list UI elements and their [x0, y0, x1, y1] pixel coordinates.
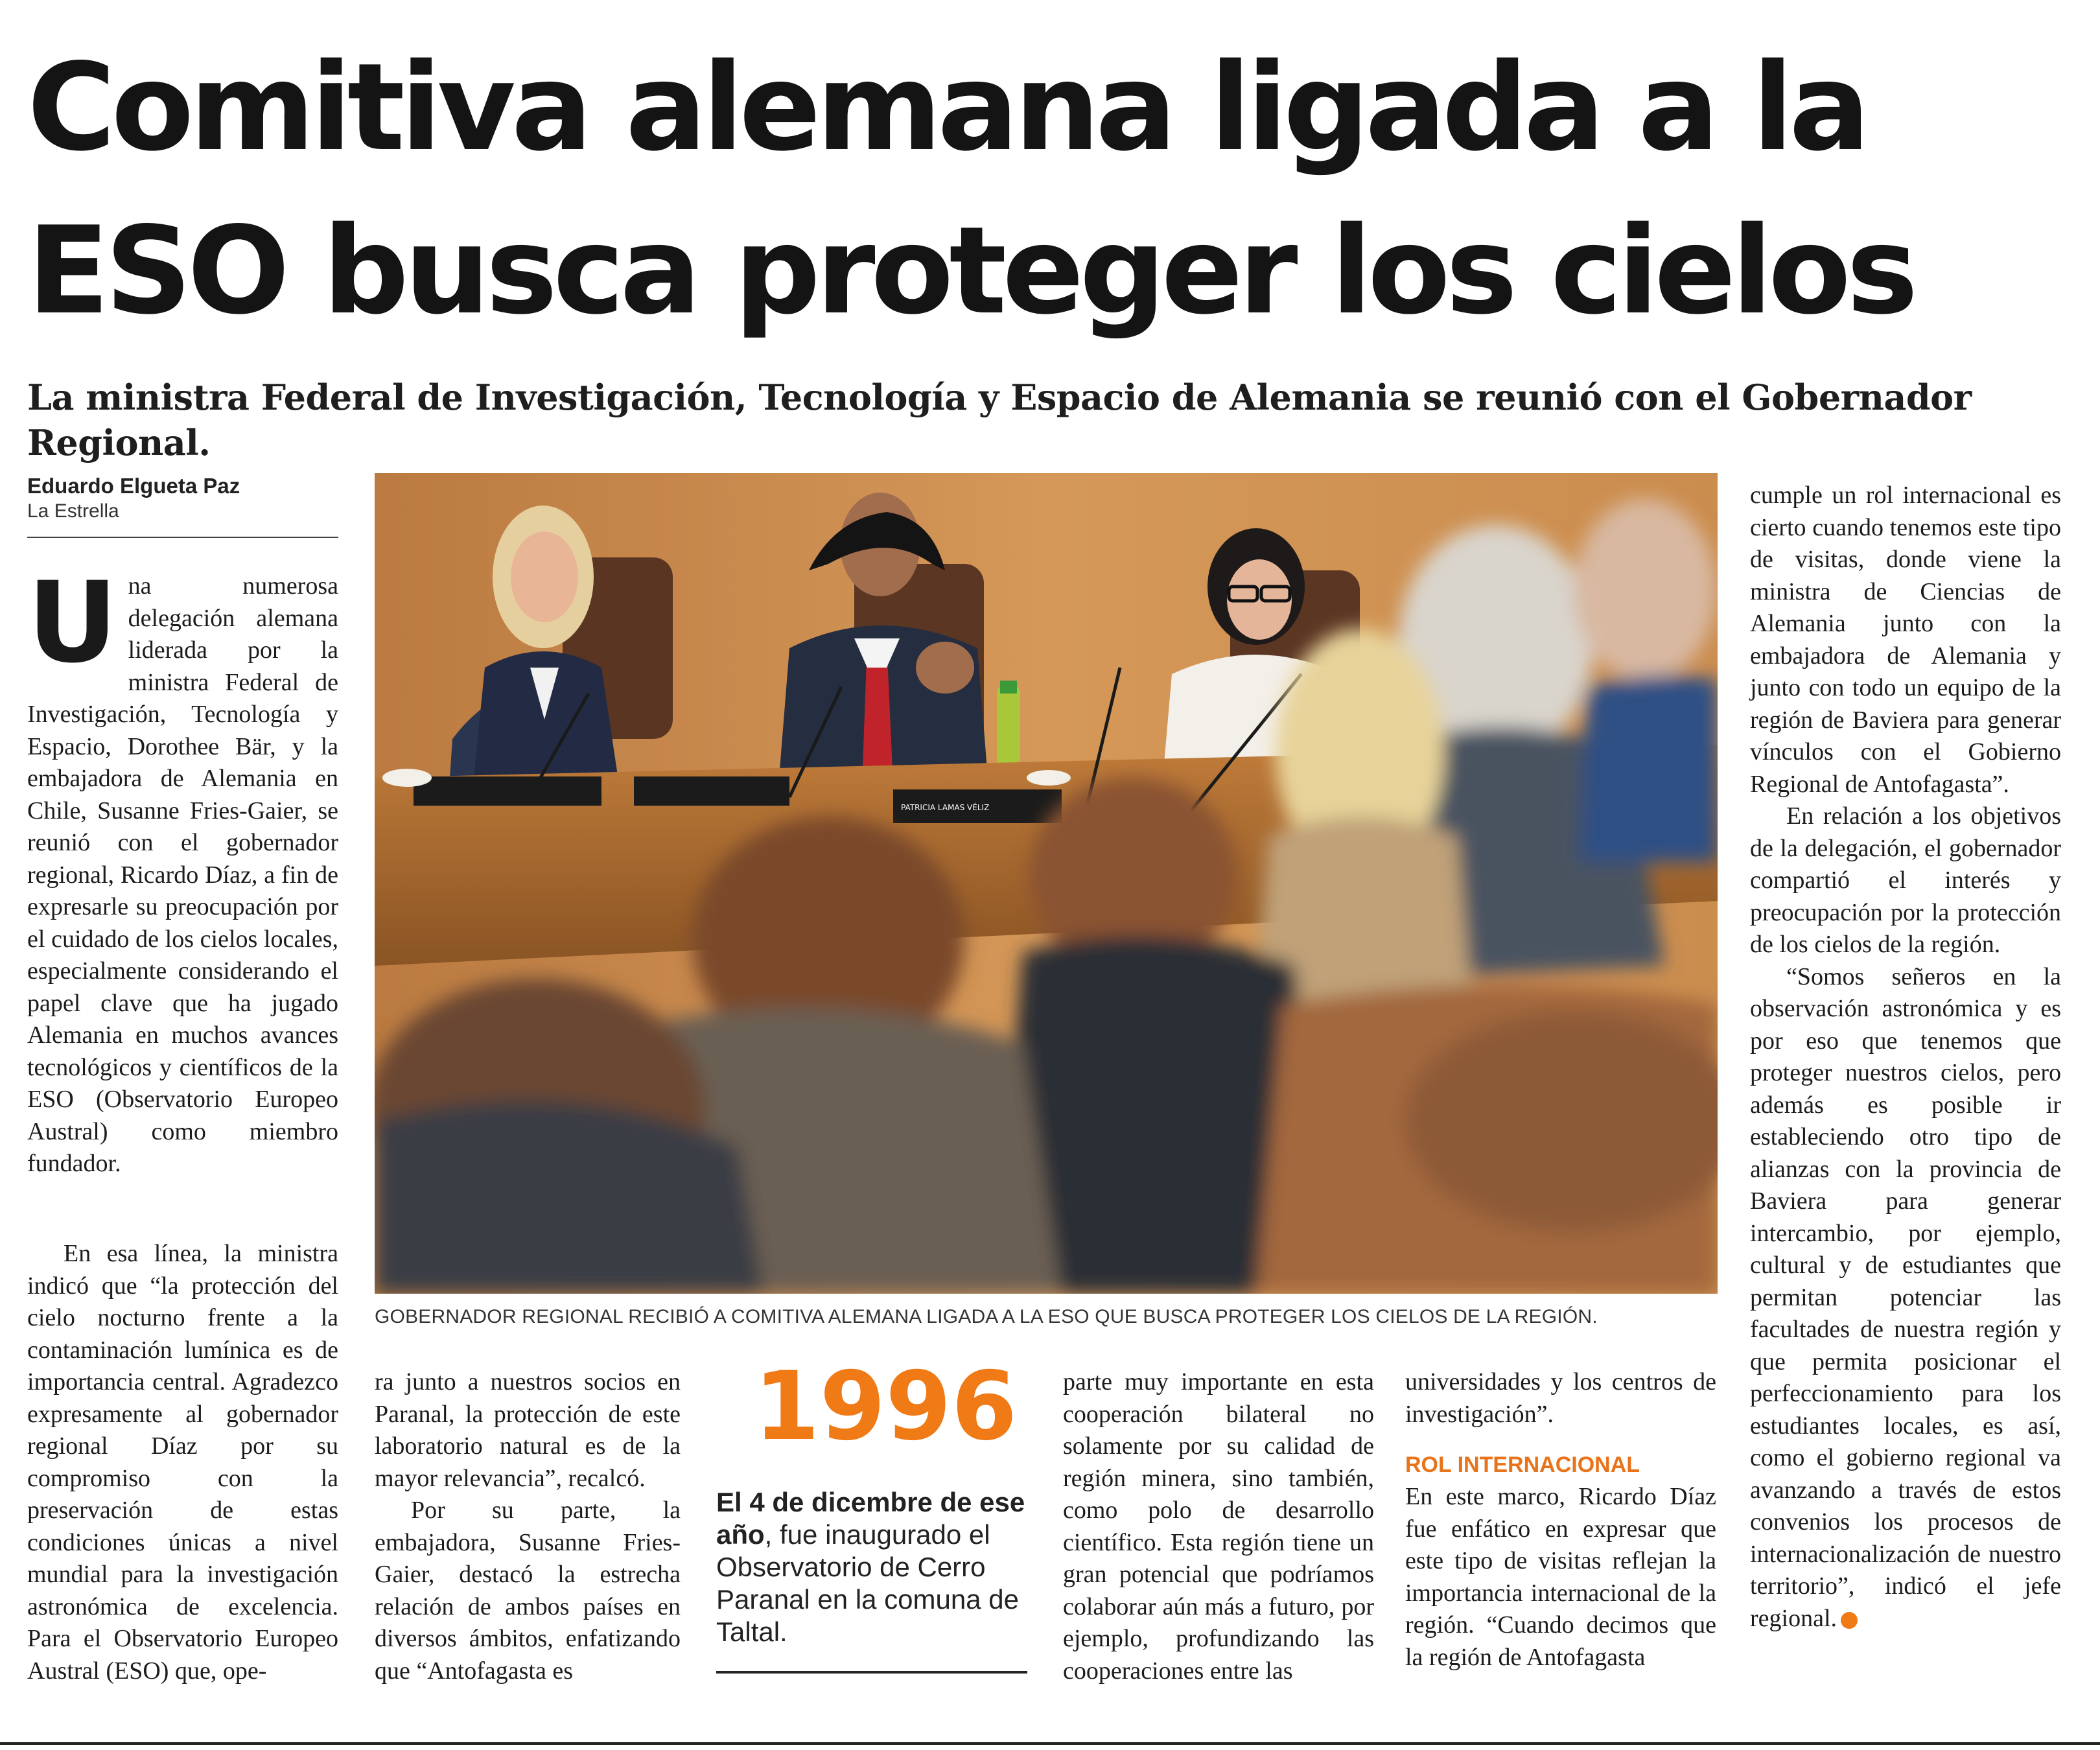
column-5: [1405, 1366, 1716, 1674]
drop-cap: U: [27, 557, 118, 688]
author-name: Eduardo Elgueta Paz: [27, 474, 240, 498]
meeting-photo: [375, 473, 1718, 1294]
byline: [27, 473, 338, 524]
byline-divider: [27, 537, 338, 538]
paragraph: parte muy importante en esta cooperación bilateral no solamente por su calidad de región minera, sino también, como polo de desarrollo científico. Esta región tiene un gran potencial que podríamos colaborar aún más a futuro, por ejemplo, profundizando las cooperaciones entre las: [1063, 1368, 1374, 1685]
headline: Comitiva alemana ligada a la ESO busca proteger los cielos: [27, 37, 1914, 341]
paragraph: Por su parte, la embajadora, Susanne Fries-Gaier, destacó la estrecha relación de ambos países en diversos ámbitos, enfatizando que “Antofagasta es: [375, 1497, 681, 1685]
fact-box: [716, 1351, 1027, 1648]
nameplate-text: PATRICIA LAMAS VÉLIZ: [901, 803, 990, 812]
section-subhead: ROL INTERNACIONAL: [1405, 1452, 1640, 1477]
fact-bold-text: El 4 de dicembre de ese año: [716, 1487, 1025, 1550]
page-bottom-rule: [0, 1742, 2100, 1745]
fact-year: 1996: [754, 1351, 1018, 1462]
star-circle-icon: ✪: [1841, 1612, 1858, 1629]
paragraph: universidades y los centros de investigación”.: [1405, 1368, 1716, 1428]
fact-box-divider: [716, 1671, 1027, 1674]
paragraph: En relación a los objetivos de la delegación, el gobernador compartió el interés y preocupación por la protección de los cielos de la región.: [1750, 802, 2061, 958]
column-4: [1063, 1366, 1374, 1687]
paragraph: En esa línea, la ministra indicó que “la protección del cielo nocturno frente a la contaminación lumínica es de importancia central. Agradezco expresamente al gobernador regional Díaz por su compromiso con la preservación de estas condiciones únicas a nivel mundial para la investigación astronómica de excelencia. Para el Observatorio Europeo Austral (ESO) que, ope-: [27, 1240, 338, 1685]
paragraph: ra junto a nuestros socios en Paranal, la protección de este laboratorio natural es de la mayor relevancia”, recalcó.: [375, 1368, 681, 1492]
paragraph: na numerosa delegación alemana liderada por la ministra Federal de Investigación, Tecnología y Espacio, Dorothee Bär, y la embajadora de Alemania en Chile, Susanne Fries-Gaier, se reunió con el gobernador regional, Ricardo Díaz, a fin de expresarle su preocupación por el cuidado de los cielos locales, especialmente considerando el papel clave que ha jugado Alemania en muchos avances tecnológicos y científicos de la ESO (Observatorio Europeo Austral) como miembro fundador.: [27, 572, 338, 1177]
column-1-continued: [27, 1238, 338, 1687]
column-1: [27, 557, 338, 1180]
paragraph: En este marco, Ricardo Díaz fue enfático en expresar que este tipo de visitas reflejan la importancia internacional de la región. “Cuando decimos que la región de Antofagasta: [1405, 1483, 1716, 1671]
subtitle: La ministra Federal de Investigación, Tecnología y Espacio de Alemania se reunió con el Gobernador Regional.: [27, 377, 1972, 463]
fact-text: [716, 1486, 1027, 1648]
fact-body-text: , fue inaugurado el Observatorio de Cerro Paranal en la comuna de Taltal.: [716, 1519, 1019, 1647]
column-6: [1750, 480, 2061, 1635]
photo-caption: GOBERNADOR REGIONAL RECIBIÓ A COMITIVA ALEMANA LIGADA A LA ESO QUE BUSCA PROTEGER LOS CIELOS DE LA REGIÓN.: [375, 1306, 1598, 1327]
paragraph-text: “Somos señeros en la observación astronómica y es por eso que tenemos que proteger nuestros cielos, pero además es posible ir estableciendo otro tipo de alianzas con la provincia de Baviera para generar intercambio, por ejemplo, cultural y de estudiantes que permitan potenciar las facultades de nuestra región y que permita posicionar el perfeccionamiento para los estudiantes locales, es así, como el gobierno regional va avanzando a través de estos convenios los procesos de internacionalización de nuestro territorio”, indicó el jefe regional.: [1750, 962, 2061, 1632]
column-2: [375, 1366, 681, 1687]
outlet-name: La Estrella: [27, 500, 119, 522]
paragraph: cumple un rol internacional es cierto cuando tenemos este tipo de visitas, donde viene la ministra de Ciencias de Alemania junto con la embajadora de Alemania y junto con todo un equipo de la región de Baviera para generar vínculos con el Gobierno Regional de Antofagasta”.: [1750, 482, 2061, 798]
paragraph: [1750, 961, 2061, 1635]
